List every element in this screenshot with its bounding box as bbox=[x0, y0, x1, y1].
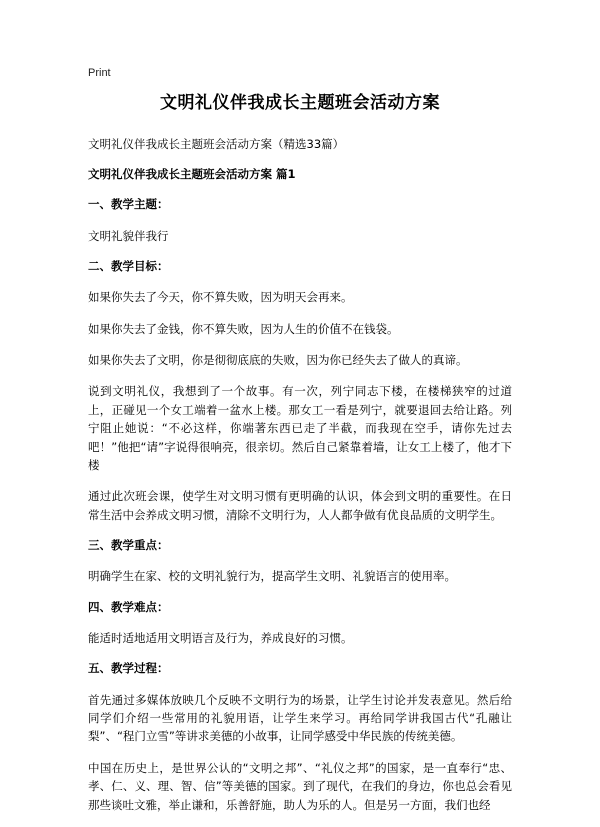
section-heading: 二、教学目标： bbox=[88, 258, 169, 273]
paragraph: 如果你失去了今天，你不算失败，因为明天会再来。 bbox=[88, 290, 353, 305]
paragraph: 如果你失去了文明，你是彻彻底底的失败，因为你已经失去了做人的真谛。 bbox=[88, 352, 468, 367]
section-heading: 五、教学过程： bbox=[88, 661, 169, 676]
section-heading: 三、教学重点： bbox=[88, 538, 169, 553]
section-heading: 一、教学主题： bbox=[88, 197, 169, 212]
document-subtitle: 文明礼仪伴我成长主题班会活动方案（精选33篇） bbox=[88, 136, 345, 151]
section-heading: 文明礼仪伴我成长主题班会活动方案 篇1 bbox=[88, 167, 296, 182]
paragraph: 中国在历史上，是世界公认的“文明之邦”、“礼仪之邦”的国家，是一直奉行“忠、孝、仁、义、理、智、信”等美德的国家。到了现代，在我们的身边，你也总会看见那些谈吐文雅，举止谦和，乐善舒施，助人为乐的人。但是另一方面，我们也经 bbox=[88, 760, 512, 812]
paragraph: 文明礼貌伴我行 bbox=[88, 228, 169, 243]
paragraph: 首先通过多媒体放映几个反映不文明行为的场景，让学生讨论并发表意见。然后给同学们介绍一些常用的礼貌用语，让学生来学习。再给同学讲我国古代“孔融让梨”、“程门立雪”等讲求美德的小故事，让同学感受中华民族的传统美德。 bbox=[88, 692, 512, 744]
document-content bbox=[88, 92, 512, 827]
page-title: 文明礼仪伴我成长主题班会活动方案 bbox=[160, 93, 440, 113]
paragraph: 明确学生在家、校的文明礼貌行为，提高学生文明、礼貌语言的使用率。 bbox=[88, 569, 456, 584]
section-heading: 四、教学难点： bbox=[88, 599, 169, 614]
paragraph: 说到文明礼仪，我想到了一个故事。有一次，列宁同志下楼，在楼梯狭窄的过道上，正碰见一个女工端着一盆水上楼。那女工一看是列宁，就要退回去给让路。列宁阻止她说：“不必这样，你端著东西已走了半截，而我现在空手，请你先过去吧！”他把“请”字说得很响亮，很亲切。然后自己紧靠着墙，让女工上楼了，他才下楼 bbox=[88, 384, 512, 472]
paragraph: 通过此次班会课，使学生对文明习惯有更明确的认识，体会到文明的重要性。在日常生活中会养成文明习惯，清除不文明行为，人人都争做有优良品质的文明学生。 bbox=[88, 489, 512, 522]
paragraph: 能适时适地适用文明语言及行为，养成良好的习惯。 bbox=[88, 630, 353, 645]
print-button[interactable]: Print bbox=[88, 67, 111, 79]
paragraph: 如果你失去了金钱，你不算失败，因为人生的价值不在钱袋。 bbox=[88, 321, 399, 336]
